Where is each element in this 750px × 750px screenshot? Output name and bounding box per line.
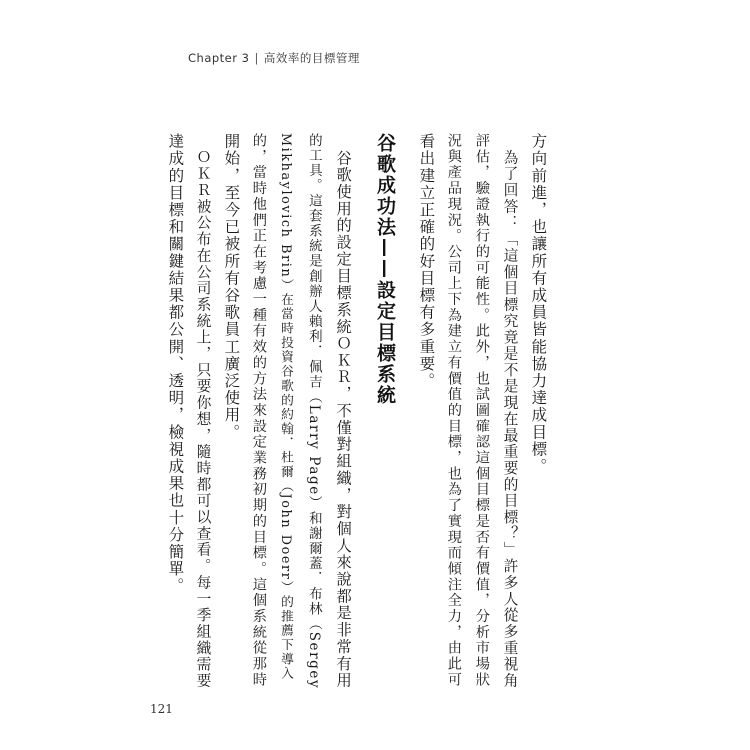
chapter-title: 高效率的目標管理 [263, 51, 360, 65]
running-header [188, 50, 360, 66]
text-column: 評估，驗證執行的可能性。此外，也試圖確認這個目標是否有價值，分析市場狀 [473, 133, 490, 688]
text-column: Mikhaylovich Brin）在當時投資谷歌的約翰．杜爾（John Doerr）的推薦下導入 [277, 133, 293, 681]
section-heading: 谷歌成功法——設定目標系統 [374, 133, 396, 406]
text-column: 的工具。這套系統是創辦人賴利．佩吉（Larry Page）和謝爾蓋．布林（Sergey [305, 133, 322, 690]
text-column: 為了回答：「這個目標究竟是不是現在最重要的目標？」許多人從多重視角 [501, 133, 519, 689]
text-column: 方向前進，也讓所有成員皆能協力達成目標。 [529, 133, 548, 475]
text-column: 的，當時他們正在考慮一種有效的方法來設定業務初期的目標。這個系統從那時 [250, 133, 267, 688]
text-column: 開始，至今已被所有谷歌員工廣泛使用。 [222, 133, 241, 441]
text-column: 況與產品現況。公司上下為建立有價值的目標，也為了實現而傾注全力，由此可 [445, 133, 462, 688]
text-column: 達成的目標和關鍵結果都公開、透明，檢視成果也十分簡單。 [166, 133, 185, 595]
text-column: 看出建立正確的好目標有多重要。 [417, 133, 436, 390]
chapter-label: Chapter 3 [188, 51, 250, 65]
text-column: ＯＫＲ被公布在公司系統上，只要你想，隨時都可以查看。每一季組織需要 [194, 133, 212, 689]
text-column: 谷歌使用的設定目標系統ＯＫＲ，不僅對組織，對個人來說都是非常有用 [334, 133, 353, 690]
page-number: 121 [150, 702, 173, 716]
header-separator: | [254, 51, 259, 65]
